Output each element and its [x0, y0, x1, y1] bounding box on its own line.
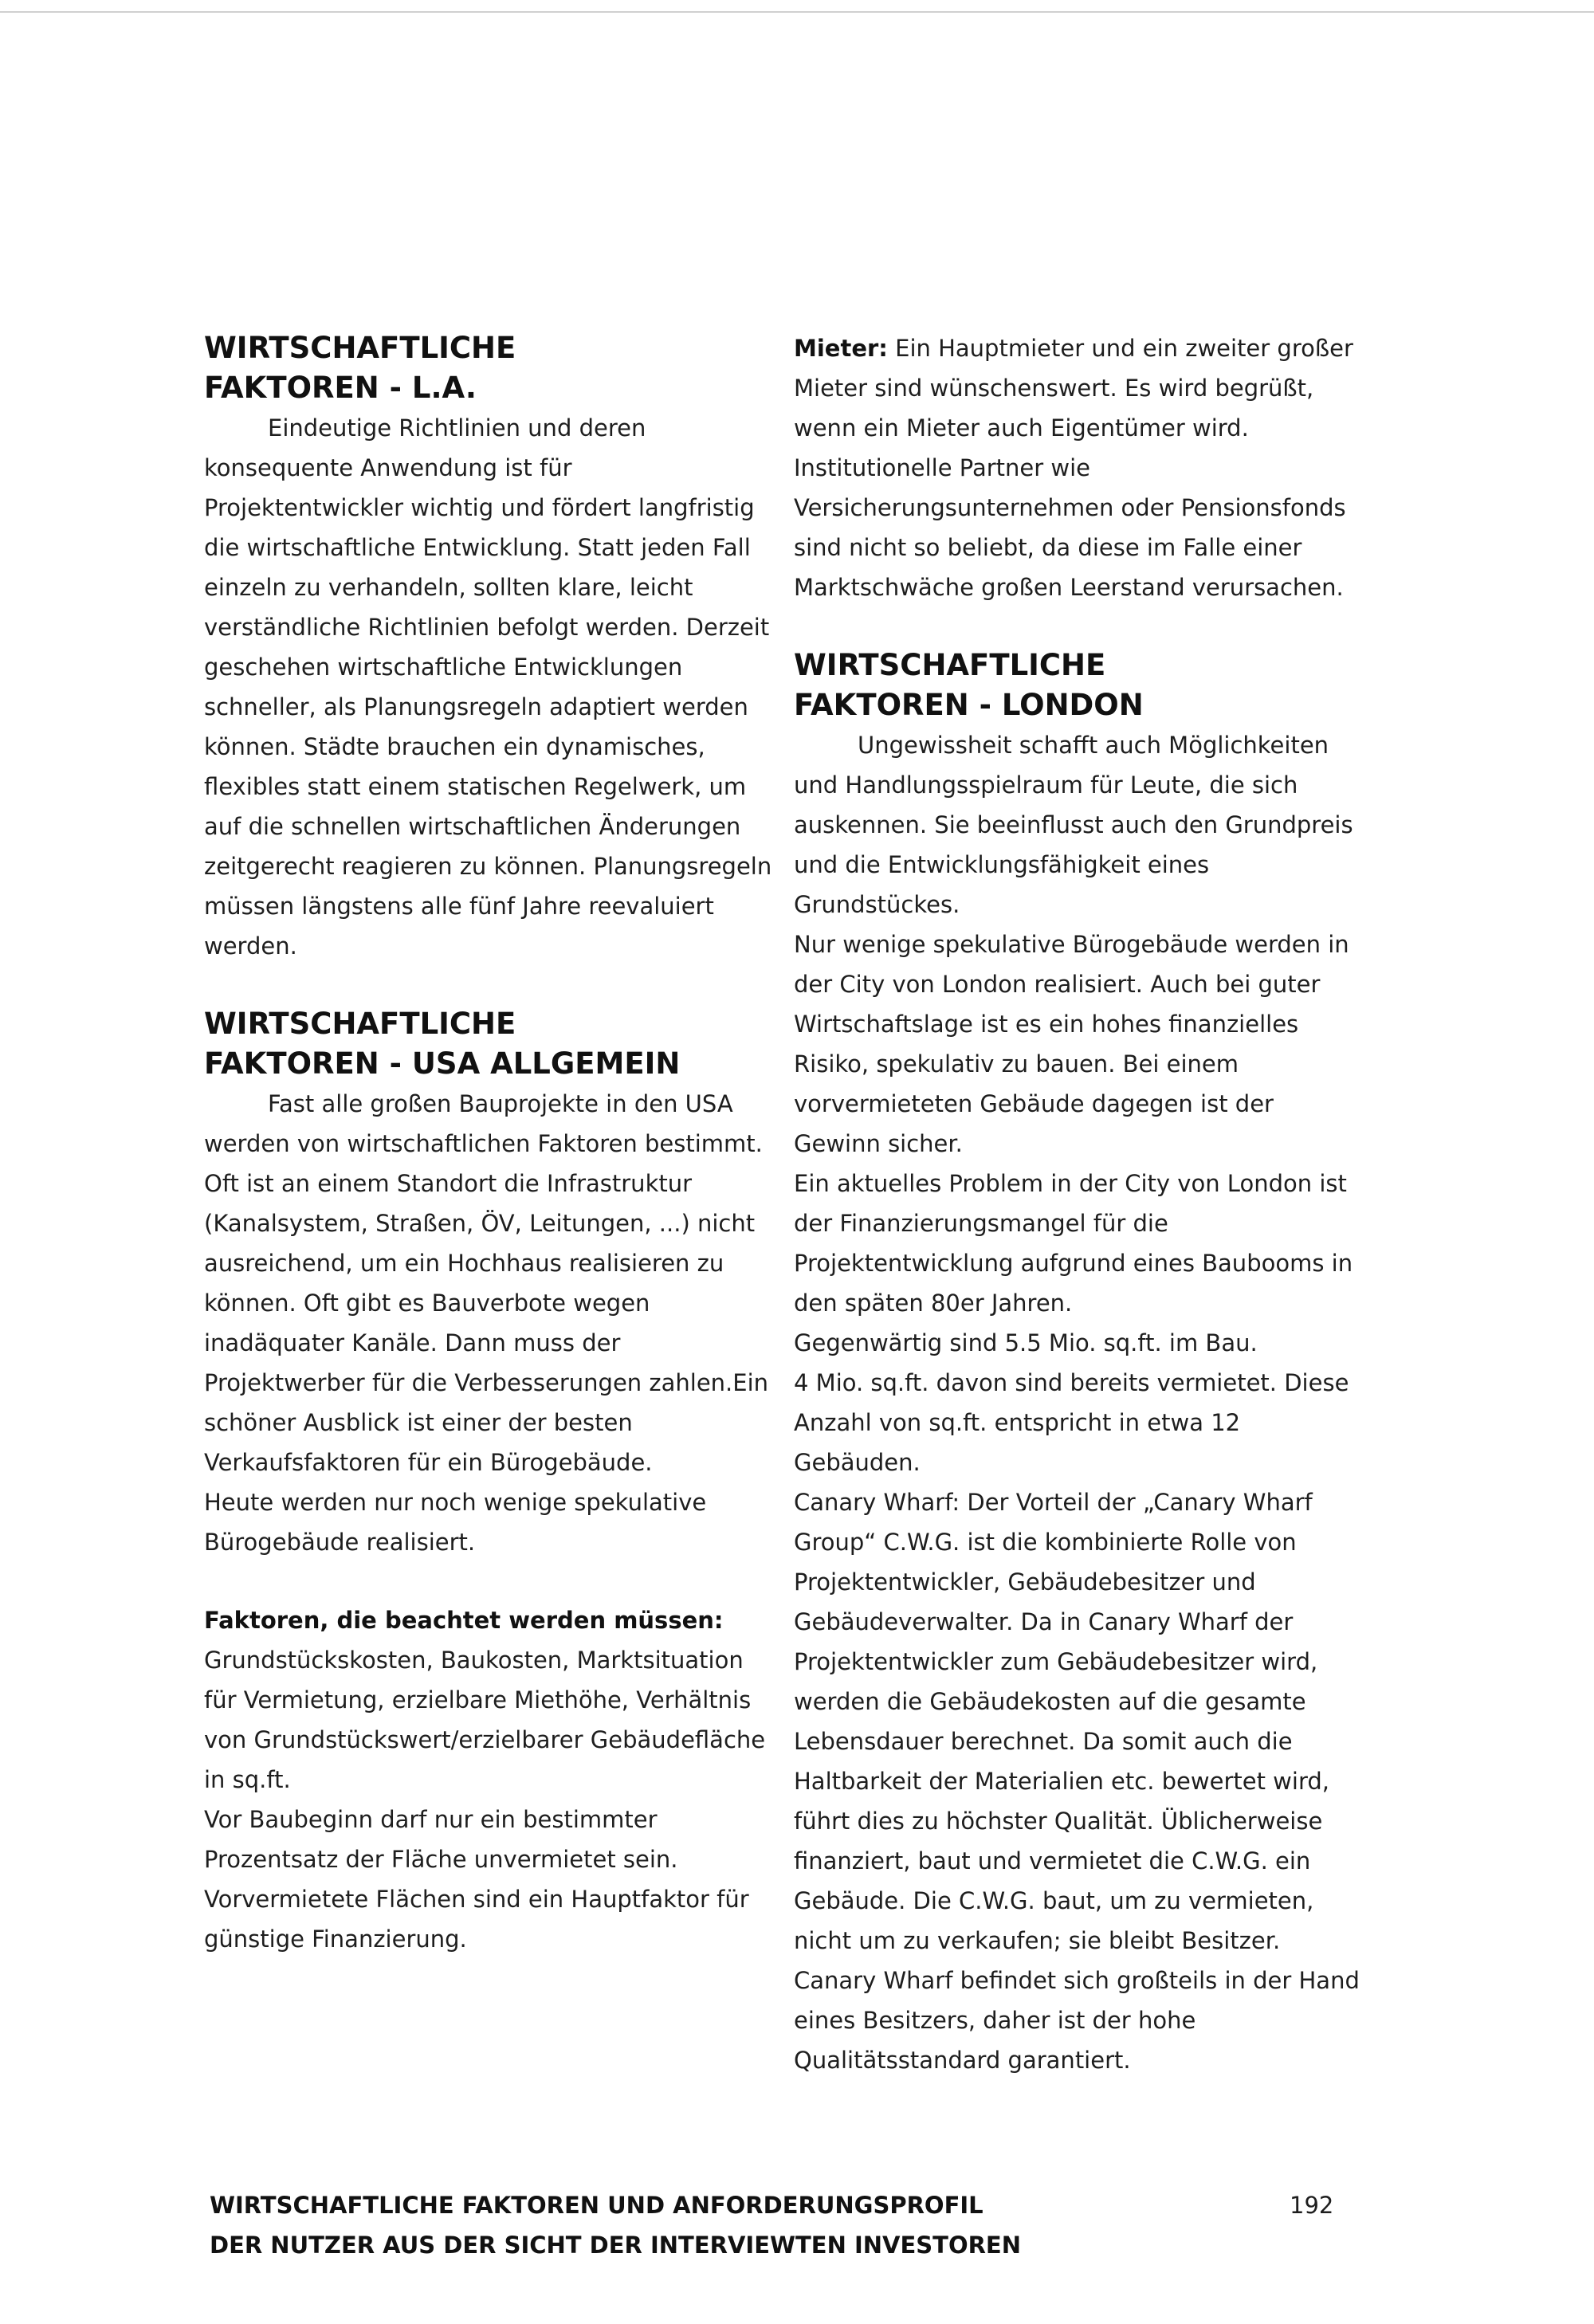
section-mieter [794, 328, 1368, 607]
faktoren-paragraph-2: Vor Baubeginn darf nur ein bestimmter Prozentsatz der Fläche unvermietet sein. [204, 1806, 678, 1873]
london-paragraph-2: Nur wenige spekulative Bürogebäude werden in der City von London realisiert. Auch bei guter Wirtschaftslage ist es ein hohes finanzielles Risiko, spekulativ zu bauen. Bei einem vorvermieteten Gebäude dagegen ist der Gewinn sicher. [794, 931, 1349, 1157]
footer-line-1: WIRTSCHAFTLICHE FAKTOREN UND ANFORDERUNGSPROFIL [210, 2192, 983, 2219]
section-london-heading: WIRTSCHAFTLICHE FAKTOREN - LONDON [794, 648, 1144, 722]
faktoren-paragraph-1: Grundstückskosten, Baukosten, Marktsituation für Vermietung, erzielbare Miethöhe, Verhältnis von Grundstückswert/erzielbarer Gebäudefläche in sq.ft. [204, 1647, 766, 1793]
mieter-paragraph [794, 328, 1368, 607]
mieter-label: Mieter: [794, 335, 888, 362]
mieter-text: Ein Hauptmieter und ein zweiter großer Mieter sind wünschenswert. Es wird begrüßt, wenn ein Mieter auch Eigentümer wird. Institutionelle Partner wie Versicherungsunternehmen oder Pensionsfonds sind nicht so beliebt, da diese im Falle einer Marktschwäche großen Leerstand verursachen. [794, 335, 1353, 601]
faktoren-paragraph-3: Vorvermietete Flächen sind ein Hauptfaktor für günstige Finanzierung. [204, 1886, 749, 1953]
section-usa-body: Fast alle großen Bauprojekte in den USA werden von wirtschaftlichen Faktoren bestimmt. Oft ist an einem Standort die Infrastruktur (Kanalsystem, Straßen, ÖV, Leitungen, ...) nicht ausreichend, um ein Hochhaus realisieren zu können. Oft gibt es Bauverbote wegen inadäquater Kanäle. Dann muss der Projektwerber für die Verbesserungen zahlen.Ein schöner Ausblick ist einer der besten Verkaufsfaktoren für ein Bürogebäude. [204, 1090, 769, 1476]
footer-title [210, 2185, 1021, 2265]
london-paragraph-6: Canary Wharf: Der Vorteil der „Canary Wharf Group“ C.W.G. ist die kombinierte Rolle von Projektentwickler, Gebäudebesitzer und Gebäudeverwalter. Da in Canary Wharf der Projektentwickler zum Gebäudebesitzer wird, werden die Gebäudekosten auf die gesamte Lebensdauer berechnet. Da somit auch die Haltbarkeit der Materialien etc. bewertet wird, führt dies zu höchster Qualität. Üblicherweise finanziert, baut und vermietet die C.W.G. ein Gebäude. Die C.W.G. baut, um zu vermieten, nicht um zu verkaufen; sie bleibt Besitzer. Canary Wharf befindet sich großteils in der Hand eines Besitzers, daher ist der hohe Qualitätsstandard garantiert. [794, 1489, 1360, 2074]
london-paragraph-4: Gegenwärtig sind 5.5 Mio. sq.ft. im Bau. [794, 1329, 1258, 1356]
section-usa [204, 1004, 778, 1562]
section-la [204, 328, 778, 966]
faktoren-label: Faktoren, die beachtet werden müssen: [204, 1607, 724, 1634]
left-column [204, 328, 778, 1997]
section-london [794, 646, 1368, 2080]
london-paragraph-1: Ungewissheit schafft auch Möglichkeiten und Handlungsspielraum für Leute, die sich auskennen. Sie beeinflusst auch den Grundpreis und die Entwicklungsfähigkeit eines Grundstückes. [794, 732, 1353, 918]
top-rule [0, 11, 1594, 13]
london-paragraph-3: Ein aktuelles Problem in der City von London ist der Finanzierungsmangel für die Projektentwicklung aufgrund eines Baubooms in den späten 80er Jahren. [794, 1170, 1353, 1317]
section-la-heading: WIRTSCHAFTLICHE FAKTOREN - L.A. [204, 331, 516, 405]
london-paragraph-5: 4 Mio. sq.ft. davon sind bereits vermietet. Diese Anzahl von sq.ft. entspricht in etwa 12 Gebäuden. [794, 1369, 1349, 1476]
section-usa-body-2: Heute werden nur noch wenige spekulative Bürogebäude realisiert. [204, 1489, 707, 1556]
section-la-body: Eindeutige Richtlinien und deren konsequente Anwendung ist für Projektentwickler wichtig und fördert langfristig die wirtschaftliche Entwicklung. Statt jeden Fall einzeln zu verhandeln, sollten klare, leicht verständliche Richtlinien befolgt werden. Derzeit geschehen wirtschaftliche Entwicklungen schneller, als Planungsregeln adaptiert werden können. Städte brauchen ein dynamisches, flexibles statt einem statischen Regelwerk, um auf die schnellen wirtschaftlichen Änderungen zeitgerecht reagieren zu können. Planungsregeln müssen längstens alle fünf Jahre reevaluiert werden. [204, 414, 772, 960]
section-faktoren [204, 1600, 778, 1959]
section-usa-heading: WIRTSCHAFTLICHE FAKTOREN - USA ALLGEMEIN [204, 1007, 681, 1081]
right-column [794, 328, 1368, 2118]
footer-line-2: DER NUTZER AUS DER SICHT DER INTERVIEWTEN INVESTOREN [210, 2232, 1022, 2259]
page-number: 192 [1290, 2192, 1334, 2219]
